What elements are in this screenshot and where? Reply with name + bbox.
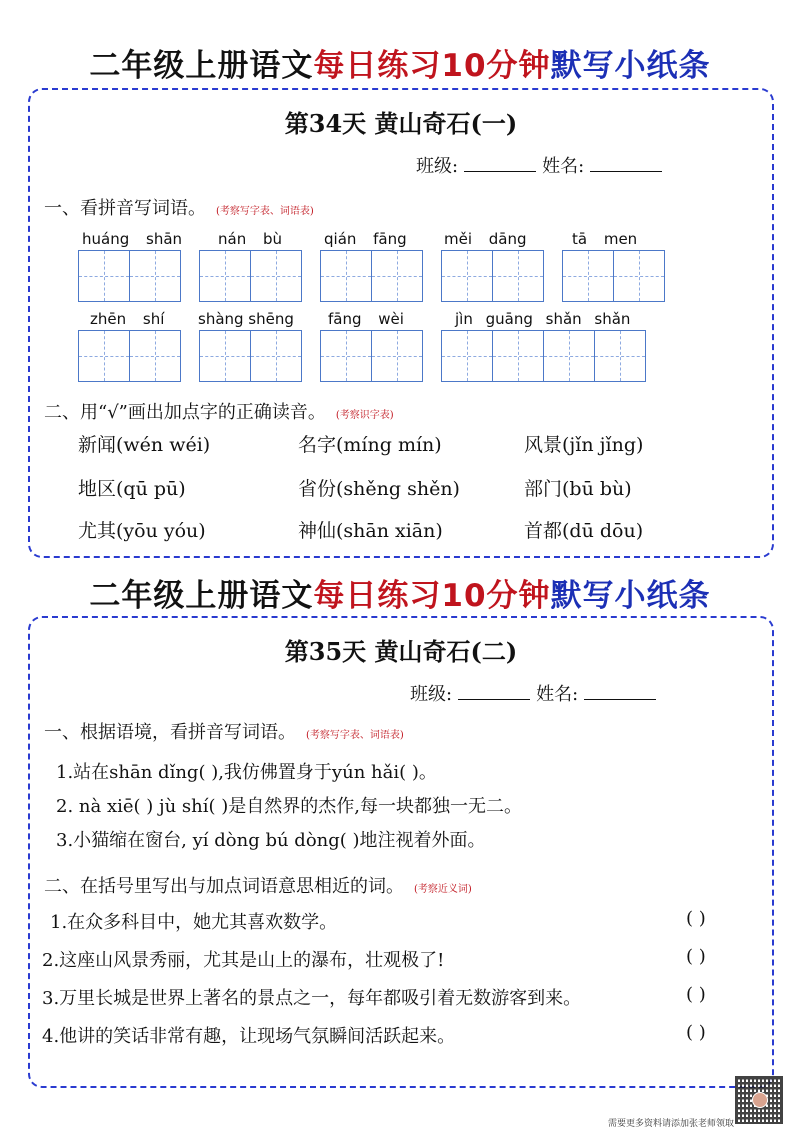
context-sentence[interactable]: 2. nà xiē( ) jù shí( )是自然界的杰作,每一块都独一无二。 — [56, 796, 522, 817]
reading-item[interactable]: 尤其(yōu yóu) — [78, 520, 206, 542]
class-blank[interactable] — [458, 683, 530, 700]
pinyin-label: jìn guāng shǎn shǎn — [455, 310, 631, 328]
banner-part1: 二年级上册语文 — [89, 578, 314, 614]
pinyin-label: tā men — [572, 230, 638, 248]
name-blank[interactable] — [584, 683, 656, 700]
writing-grid[interactable] — [441, 250, 544, 302]
class-name-row — [410, 680, 662, 706]
section-note: (考察识字表) — [335, 410, 394, 421]
class-label: 班级: — [410, 684, 453, 705]
section-note: (考察近义词) — [414, 884, 472, 895]
synonym-sentence: 1.在众多科目中，她尤其喜欢数学。 — [50, 912, 338, 933]
section-heading — [44, 872, 472, 898]
reading-item[interactable]: 省份(shěng shěn) — [298, 478, 460, 500]
avatar — [752, 1092, 768, 1108]
pinyin-label: shàng shēng — [198, 310, 294, 328]
answer-paren[interactable]: ( ) — [686, 984, 706, 1005]
section-label: 二、在括号里写出与加点词语意思相近的词。 — [44, 876, 404, 897]
banner-middle — [0, 570, 800, 615]
reading-item[interactable]: 地区(qū pū) — [78, 478, 186, 500]
pinyin-label: huáng shān — [82, 230, 183, 248]
writing-grid[interactable] — [78, 250, 181, 302]
writing-grid[interactable] — [199, 250, 302, 302]
section-label: 二、用“√”画出加点字的正确读音。 — [44, 402, 326, 423]
synonym-sentence: 2.这座山风景秀丽，尤其是山上的瀑布，壮观极了! — [42, 950, 445, 971]
reading-item[interactable]: 首都(dū dōu) — [524, 520, 644, 542]
section-heading — [44, 718, 404, 744]
banner-part1: 二年级上册语文 — [89, 48, 314, 84]
writing-grid[interactable] — [78, 330, 181, 382]
name-label: 姓名: — [536, 684, 579, 705]
writing-grid[interactable] — [562, 250, 665, 302]
banner-part2: 每日练习10分钟 — [313, 578, 551, 614]
pinyin-label: qián fāng — [324, 230, 407, 248]
section-heading — [44, 398, 394, 424]
section-label: 一、看拼音写词语。 — [44, 198, 206, 219]
pinyin-label: fāng wèi — [328, 310, 404, 328]
banner-part2: 每日练习10分钟 — [313, 48, 551, 84]
section-heading — [44, 194, 314, 220]
section-note: (考察写字表、词语表) — [216, 206, 314, 217]
name-blank[interactable] — [590, 155, 662, 172]
reading-item[interactable]: 风景(jǐn jǐng) — [524, 434, 644, 456]
reading-item[interactable]: 名字(míng mín) — [298, 434, 442, 456]
synonym-sentence: 3.万里长城是世界上著名的景点之一，每年都吸引着无数游客到来。 — [42, 988, 582, 1009]
writing-grid[interactable] — [320, 330, 423, 382]
writing-grid[interactable] — [320, 250, 423, 302]
name-label: 姓名: — [542, 156, 585, 177]
worksheet-day35 — [28, 616, 774, 1088]
context-sentence[interactable]: 3.小猫缩在窗台, yí dòng bú dòng( )地注视着外面。 — [56, 830, 486, 851]
page-title: 第34天 黄山奇石(一) — [284, 109, 518, 138]
section-note: (考察写字表、词语表) — [306, 730, 404, 741]
reading-item[interactable]: 部门(bū bù) — [524, 478, 632, 500]
section-label: 一、根据语境，看拼音写词语。 — [44, 722, 296, 743]
pinyin-label: zhēn shí — [90, 310, 165, 328]
worksheet-day34 — [28, 88, 774, 558]
answer-paren[interactable]: ( ) — [686, 908, 706, 929]
writing-grid[interactable] — [441, 330, 646, 382]
banner-top — [0, 40, 800, 85]
reading-item[interactable]: 神仙(shān xiān) — [298, 520, 443, 542]
footer-note: 需要更多资料请添加张老师领取 — [608, 1119, 735, 1129]
class-label: 班级: — [416, 156, 459, 177]
banner-part3: 默写小纸条 — [550, 578, 711, 614]
writing-grid[interactable] — [199, 330, 302, 382]
reading-item[interactable]: 新闻(wén wéi) — [78, 434, 211, 456]
banner-part3: 默写小纸条 — [550, 48, 711, 84]
pinyin-label: nán bù — [218, 230, 283, 248]
answer-paren[interactable]: ( ) — [686, 946, 706, 967]
class-blank[interactable] — [464, 155, 536, 172]
context-sentence[interactable]: 1.站在shān dǐng( ),我仿佛置身于yún hǎi( )。 — [56, 762, 437, 783]
synonym-sentence: 4.他讲的笑话非常有趣，让现场气氛瞬间活跃起来。 — [42, 1026, 456, 1047]
class-name-row — [416, 152, 668, 178]
pinyin-label: měi dāng — [444, 230, 527, 248]
page-title: 第35天 黄山奇石(二) — [284, 637, 518, 666]
answer-paren[interactable]: ( ) — [686, 1022, 706, 1043]
